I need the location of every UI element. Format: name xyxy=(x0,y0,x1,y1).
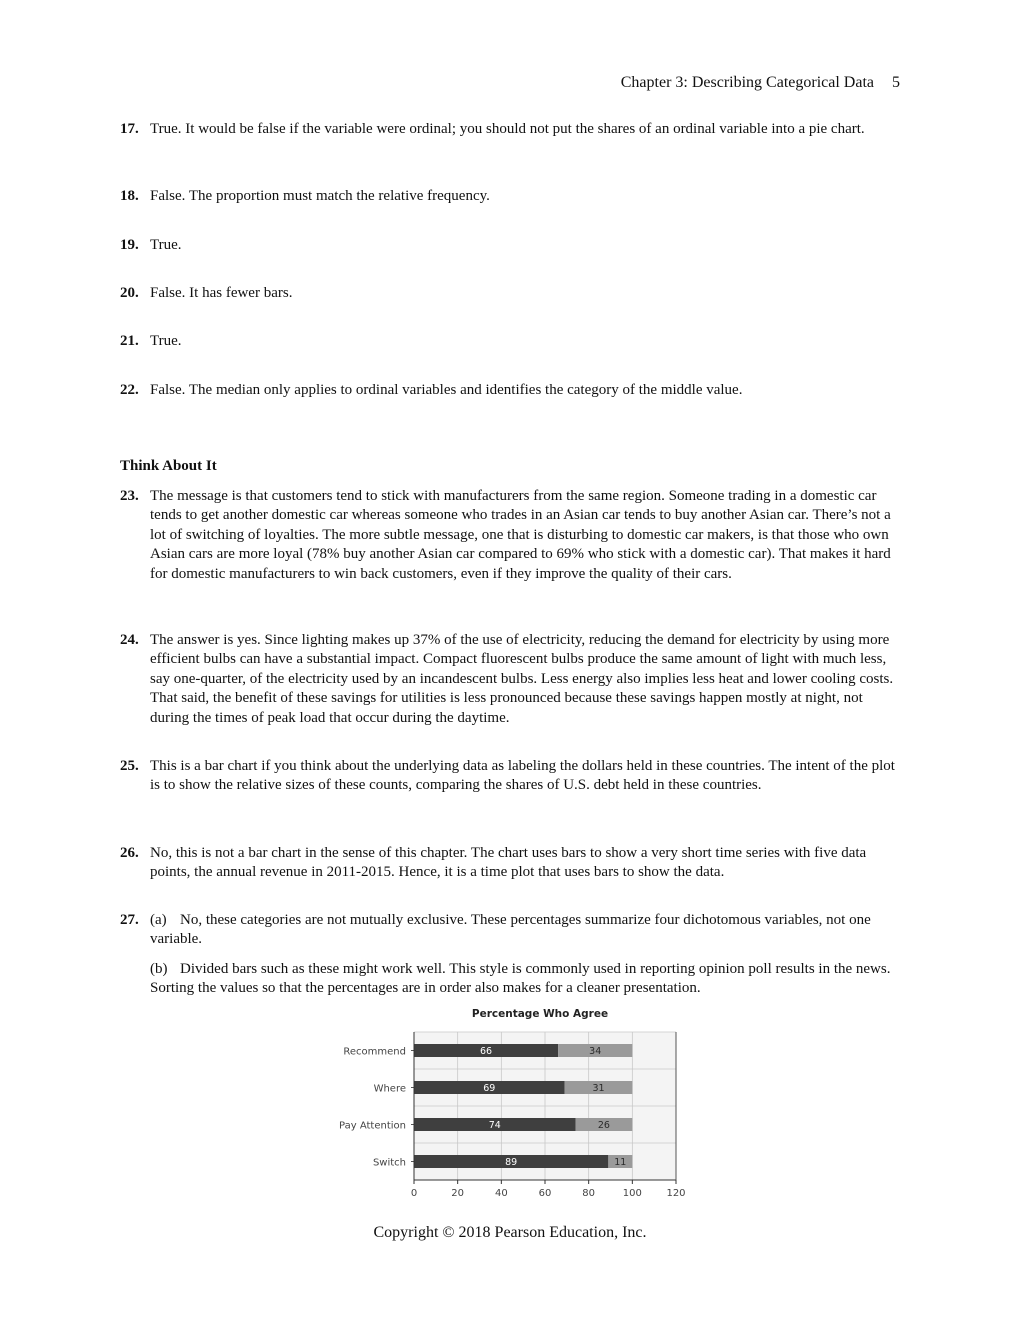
x-tick-label-6: 120 xyxy=(666,1188,686,1199)
category-label-2: Pay Attention xyxy=(339,1120,406,1132)
answer-item-21 xyxy=(120,332,900,351)
answer-item-18 xyxy=(120,187,900,206)
data-label-1-0: 69 xyxy=(483,1083,496,1094)
page-header xyxy=(621,74,900,92)
x-tick-label-2: 40 xyxy=(494,1188,508,1199)
item-text: False. The proportion must match the relative frequency. xyxy=(150,188,490,204)
part-b-label: (b) xyxy=(150,960,168,977)
x-tick-label-0: 0 xyxy=(410,1188,418,1199)
item-number: 23. xyxy=(120,488,139,504)
part-a-label: (a) xyxy=(150,912,167,928)
part-a-text: No, these categories are not mutually exclusive. These percentages summarize four dichotomous variables, not one variable. xyxy=(150,912,871,948)
item-number: 25. xyxy=(120,758,139,774)
data-label-3-1: 11 xyxy=(614,1157,627,1168)
answer-item-20 xyxy=(120,284,900,303)
data-label-0-0: 66 xyxy=(480,1046,493,1057)
item-number: 17. xyxy=(120,121,139,137)
answer-item-27 xyxy=(120,911,900,999)
part-a xyxy=(150,911,900,950)
part-b-text: Divided bars such as these might work well. This style is commonly used in reporting opinion poll results in the news. Sorting the values so that the percentages are in order also makes for a cleaner presentation. xyxy=(150,960,891,997)
answer-item-25 xyxy=(120,757,900,796)
item-text: The answer is yes. Since lighting makes up 37% of the use of electricity, reducing the demand for electricity by using more efficient bulbs can have a substantial impact. Compact fluorescent bulbs produce the same amount of light with much less, say one-quarter, of the electricity used by an incandescent bulbs. Less energy also implies less heat and lower cooling costs. That said, the benefit of these savings for utilities is less pronounced because these savings happen mostly at night, not during the times of peak load that occur during the daytime. xyxy=(150,632,894,726)
category-label-0: Recommend xyxy=(343,1046,406,1058)
divided-bar-chart xyxy=(320,1002,700,1202)
item-text: False. The median only applies to ordinal variables and identifies the category of the middle value. xyxy=(150,382,743,398)
item-text: False. It has fewer bars. xyxy=(150,285,293,301)
item-text: This is a bar chart if you think about the underlying data as labeling the dollars held in these countries. The intent of the plot is to show the relative sizes of these counts, comparing the shares of U.S. debt held in these countries. xyxy=(150,758,895,794)
item-number: 21. xyxy=(120,333,139,349)
data-label-3-0: 89 xyxy=(505,1157,518,1168)
section-title: Think About It xyxy=(120,458,217,474)
answer-item-22 xyxy=(120,381,900,400)
item-number: 18. xyxy=(120,188,139,204)
data-label-2-0: 74 xyxy=(488,1120,501,1131)
x-tick-label-4: 80 xyxy=(582,1188,596,1199)
item-text: No, this is not a bar chart in the sense of this chapter. The chart uses bars to show a very short time series with five data points, the annual revenue in 2011-2015. Hence, it is a time plot that uses bars to show the data. xyxy=(150,845,867,881)
answer-item-19 xyxy=(120,236,900,255)
item-text: True. It would be false if the variable were ordinal; you should not put the shares of an ordinal variable into a pie chart. xyxy=(150,121,865,137)
x-tick-label-1: 20 xyxy=(451,1188,465,1199)
item-number: 20. xyxy=(120,285,139,301)
chapter-title: Chapter 3: Describing Categorical Data xyxy=(620,74,874,91)
answer-item-23 xyxy=(120,487,900,584)
copyright-footer: Copyright © 2018 Pearson Education, Inc. xyxy=(373,1224,647,1241)
item-text: True. xyxy=(150,237,182,253)
item-number: 27. xyxy=(120,912,139,928)
item-number: 19. xyxy=(120,237,139,253)
data-label-1-1: 31 xyxy=(592,1083,605,1094)
category-label-1: Where xyxy=(373,1083,406,1095)
item-text: The message is that customers tend to stick with manufacturers from the same region. Someone trading in a domestic car tends to get another domestic car whereas someone who trades in an Asian car tends to buy another Asian car. There’s not a lot of switching of loyalties. The more subtle message, one that is disturbing to domestic car makers, is that those who own Asian cars are more loyal (78% buy another Asian car compared to 69% who stick with a domestic car). That makes it hard for domestic manufacturers to win back customers, even if they improve the quality of their cars. xyxy=(150,488,891,582)
item-number: 24. xyxy=(120,632,139,648)
data-label-2-1: 26 xyxy=(597,1120,610,1131)
item-number: 26. xyxy=(120,845,139,861)
part-b xyxy=(150,960,900,999)
data-label-0-1: 34 xyxy=(589,1046,602,1057)
category-label-3: Switch xyxy=(372,1157,406,1169)
x-tick-label-5: 100 xyxy=(622,1188,642,1199)
answer-item-26 xyxy=(120,844,900,883)
page-number: 5 xyxy=(892,74,900,91)
answer-item-24 xyxy=(120,631,900,728)
item-number: 22. xyxy=(120,382,139,398)
chart-title: Percentage Who Agree xyxy=(471,1008,609,1020)
item-text: True. xyxy=(150,333,182,349)
x-tick-label-3: 60 xyxy=(538,1188,552,1199)
answer-item-17 xyxy=(120,120,900,139)
